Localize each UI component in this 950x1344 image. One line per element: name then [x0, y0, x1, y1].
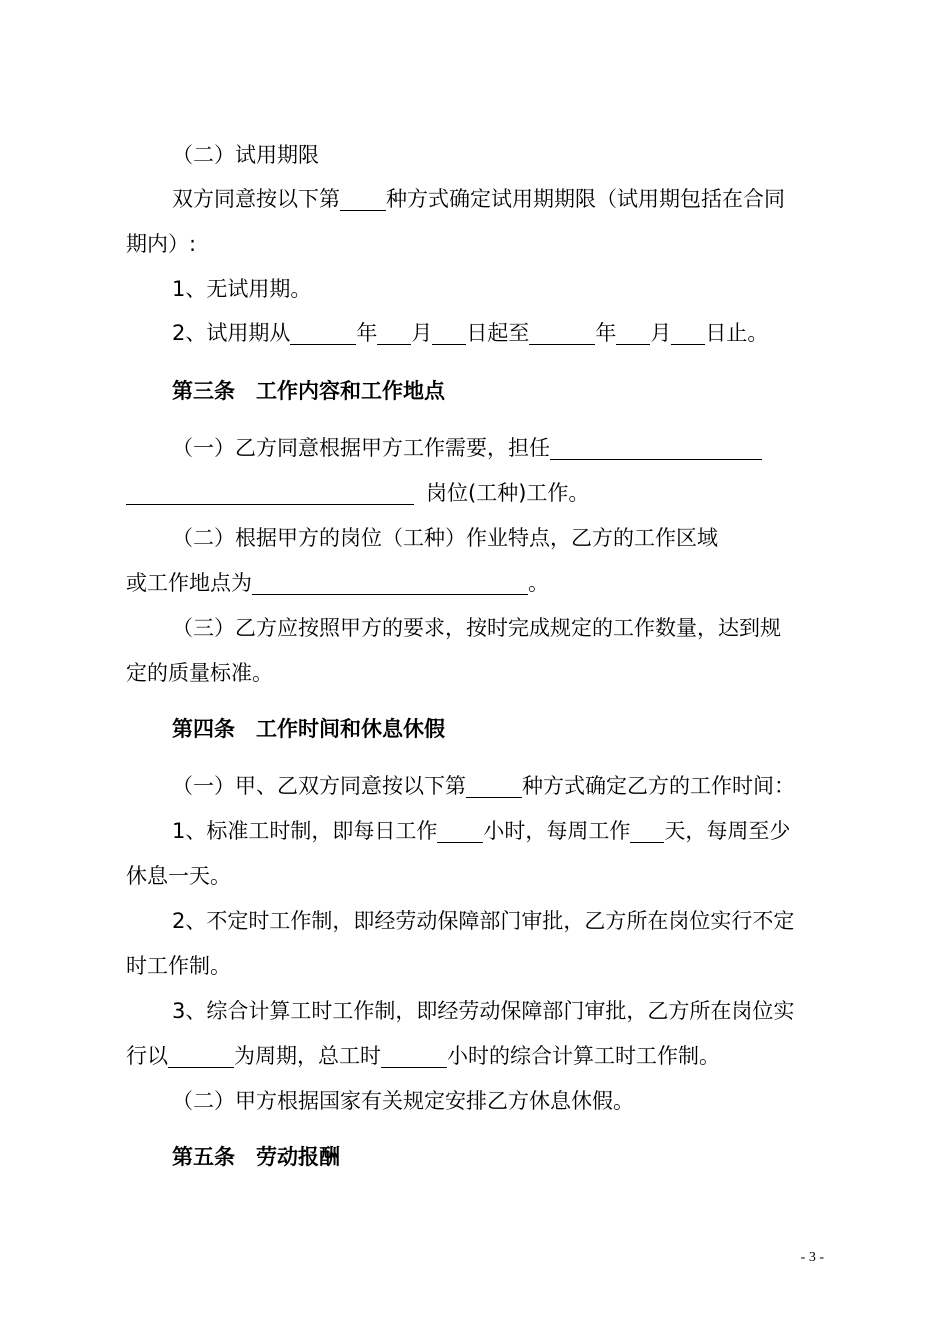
blank-trial-option[interactable] — [340, 188, 386, 211]
blank-daily-hours[interactable] — [437, 820, 483, 843]
art3-para-2-cont: 或工作地点为 。 — [126, 571, 549, 595]
blank-end-day[interactable] — [671, 322, 705, 345]
blank-end-year[interactable] — [529, 322, 595, 345]
blank-cycle-period[interactable] — [168, 1045, 234, 1068]
blank-weekly-days[interactable] — [630, 820, 664, 843]
art4-para-1: （一）甲、乙双方同意按以下第 种方式确定乙方的工作时间： — [172, 774, 795, 798]
blank-end-month[interactable] — [616, 322, 650, 345]
page-number: - 3 - — [800, 1250, 824, 1265]
art4-option-2: 2、不定时工作制，即经劳动保障部门审批，乙方所在岗位实行不定 — [172, 909, 795, 933]
article-5-heading: 第五条 劳动报酬 — [172, 1145, 340, 1169]
blank-hours-option[interactable] — [466, 775, 522, 798]
art4-option-2-cont: 时工作制。 — [126, 954, 231, 978]
trial-option-2: 2、试用期从 年 月 日起至 年 月 日止。 — [172, 321, 769, 345]
art4-option-1: 1、标准工时制，即每日工作 小时，每周工作 天，每周至少 — [172, 819, 791, 843]
art3-para-3-cont: 定的质量标准。 — [126, 661, 273, 685]
trial-heading: （二）试用期限 — [172, 143, 319, 167]
article-4-heading: 第四条 工作时间和休息休假 — [172, 717, 445, 741]
art4-option-1-cont: 休息一天。 — [126, 864, 231, 888]
art3-para-1-cont: 岗位(工种)工作。 — [126, 478, 589, 508]
art4-para-2: （二）甲方根据国家有关规定安排乙方休息休假。 — [172, 1089, 634, 1113]
art3-para-1: （一）乙方同意根据甲方工作需要，担任 — [172, 433, 762, 463]
art4-option-3-cont: 行以 为周期，总工时 小时的综合计算工时工作制。 — [126, 1044, 720, 1068]
trial-line-1: 双方同意按以下第 种方式确定试用期期限（试用期包括在合同 — [172, 187, 785, 211]
blank-position-2[interactable] — [126, 482, 414, 505]
blank-start-year[interactable] — [290, 322, 356, 345]
article-3-heading: 第三条 工作内容和工作地点 — [172, 379, 445, 403]
art3-para-2: （二）根据甲方的岗位（工种）作业特点，乙方的工作区域 — [172, 526, 718, 550]
blank-start-day[interactable] — [432, 322, 466, 345]
blank-total-hours[interactable] — [381, 1045, 447, 1068]
art3-para-3: （三）乙方应按照甲方的要求，按时完成规定的工作数量，达到规 — [172, 616, 781, 640]
trial-line-2: 期内）: — [126, 232, 197, 256]
blank-start-month[interactable] — [377, 322, 411, 345]
art4-option-3: 3、综合计算工时工作制，即经劳动保障部门审批，乙方所在岗位实 — [172, 999, 795, 1023]
blank-position-1[interactable] — [550, 437, 762, 460]
blank-work-location[interactable] — [252, 572, 528, 595]
trial-option-1: 1、无试用期。 — [172, 277, 312, 301]
